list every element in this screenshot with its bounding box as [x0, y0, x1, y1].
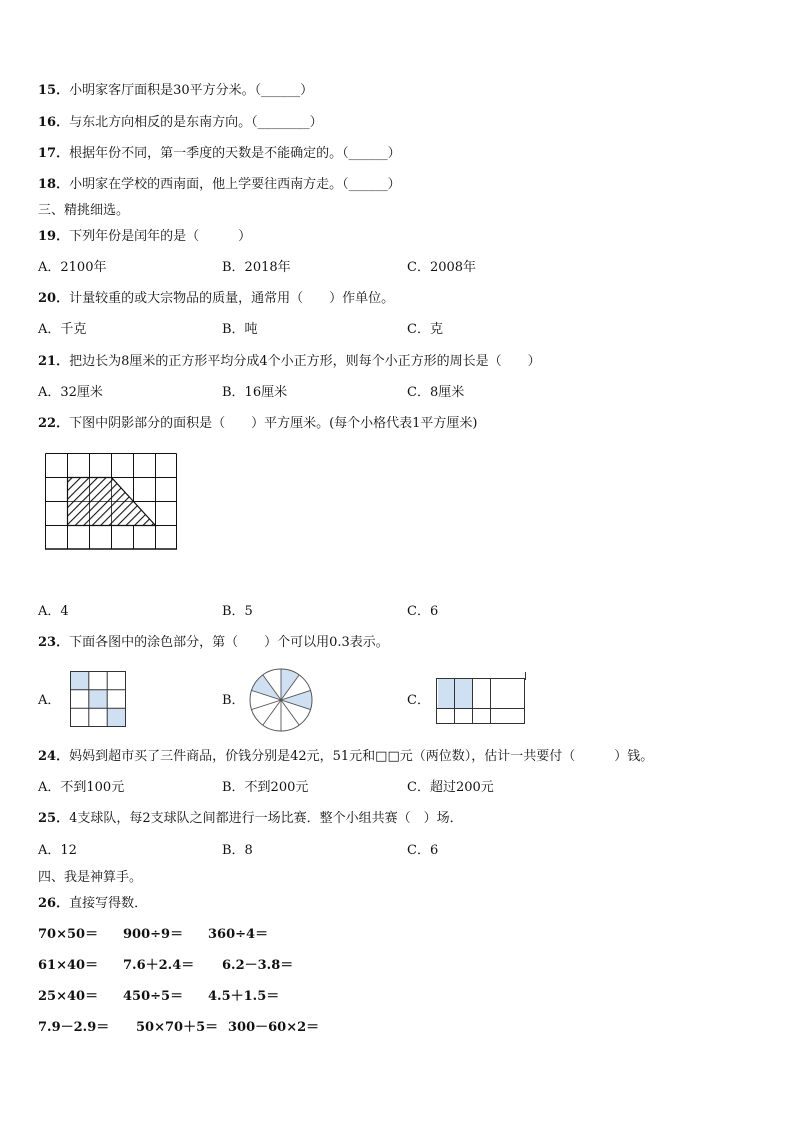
option-a: A．12 [38, 843, 77, 858]
option-a: A．4 [38, 604, 69, 619]
calc-item: 6.2－3.8＝ [222, 958, 294, 973]
question-number: 19． [38, 229, 70, 244]
option-a: A．32厘米 [38, 385, 103, 400]
question-25 [38, 811, 463, 827]
question-number: 20． [38, 291, 70, 306]
option-a-label: A． [38, 693, 61, 708]
calc-item: 450÷5＝ [123, 989, 184, 1004]
question-number: 26． [38, 896, 70, 911]
question-text: 直接写得数． [69, 896, 148, 911]
shaded-grid-figure [45, 453, 179, 551]
calc-item: 300－60×2＝ [228, 1020, 320, 1035]
calc-item: 900÷9＝ [123, 927, 184, 942]
question-number: 22． [38, 416, 70, 431]
question-text: 下图中阴影部分的面积是（ ）平方厘米。(每个小格代表1平方厘米) [69, 416, 478, 431]
calc-item: 360÷4＝ [208, 927, 269, 942]
question-text: 与东北方向相反的是东南方向。（________） [69, 115, 323, 130]
question-26 [38, 896, 147, 912]
question-text: 下面各图中的涂色部分，第（ ）个可以用0.3表示。 [69, 635, 389, 650]
question-number: 18． [38, 177, 70, 192]
question-18 [38, 177, 401, 193]
option-c: C．6 [407, 843, 439, 858]
option-b: B．2018年 [222, 260, 291, 275]
question-21 [38, 354, 541, 370]
option-c: C．6 [407, 604, 439, 619]
calc-item: 4.5＋1.5＝ [208, 989, 280, 1004]
question-text: 4支球队，每2支球队之间都进行一场比赛．整个小组共赛（ ）场． [69, 811, 463, 826]
question-20 [38, 291, 394, 307]
calc-item: 25×40＝ [38, 989, 99, 1004]
question-number: 25． [38, 811, 70, 826]
question-number: 15． [38, 83, 70, 98]
question-15 [38, 83, 313, 99]
option-a: A．千克 [38, 322, 87, 337]
grid-3x3-figure [70, 671, 128, 729]
calc-item: 61×40＝ [38, 958, 99, 973]
question-text: 根据年份不同，第一季度的天数是不能确定的。（______） [69, 146, 401, 161]
section-heading-3: 三、精挑细选。 [38, 203, 130, 218]
question-16 [38, 115, 323, 131]
question-number: 23． [38, 635, 70, 650]
calc-item: 7.6＋2.4＝ [123, 958, 195, 973]
option-b: B．16厘米 [222, 385, 288, 400]
section-heading-4: 四、我是神算手。 [38, 870, 143, 885]
option-b: B．8 [222, 843, 253, 858]
question-17 [38, 146, 401, 162]
question-text: 小明家在学校的西南面，他上学要往西南方走。（______） [69, 177, 401, 192]
option-b: B．不到200元 [222, 780, 309, 795]
question-number: 17． [38, 146, 70, 161]
question-text: 下列年份是闰年的是（ ） [69, 229, 252, 244]
option-b: B．5 [222, 604, 253, 619]
rectangle-fifths-figure [436, 672, 528, 728]
calc-item: 70×50＝ [38, 927, 99, 942]
calc-item: 7.9－2.9＝ [38, 1020, 110, 1035]
calc-item: 50×70＋5＝ [136, 1020, 219, 1035]
question-text: 小明家客厅面积是30平方分米。（______） [69, 83, 314, 98]
option-a: A．不到100元 [38, 780, 125, 795]
question-text: 把边长为8厘米的正方形平均分成4个小正方形，则每个小正方形的周长是（ ） [69, 354, 541, 369]
option-c: C．8厘米 [407, 385, 465, 400]
option-a: A．2100年 [38, 260, 107, 275]
option-c: C．克 [407, 322, 443, 337]
option-b-label: B． [222, 693, 245, 708]
question-text: 妈妈到超市买了三件商品，价钱分别是42元，51元和□□元（两位数），估计一共要付（ ）钱。 [69, 749, 654, 764]
question-number: 21． [38, 354, 70, 369]
option-c: C．超过200元 [407, 780, 494, 795]
question-24 [38, 749, 653, 765]
question-number: 16． [38, 115, 70, 130]
question-number: 24． [38, 749, 70, 764]
option-c-label: C． [407, 693, 430, 708]
circle-tenths-figure [249, 668, 315, 734]
question-text: 计量较重的或大宗物品的质量，通常用（ ）作单位。 [69, 291, 395, 306]
question-22 [38, 416, 478, 432]
question-23 [38, 635, 389, 651]
option-b: B．吨 [222, 322, 258, 337]
question-19 [38, 229, 251, 245]
option-c: C．2008年 [407, 260, 477, 275]
